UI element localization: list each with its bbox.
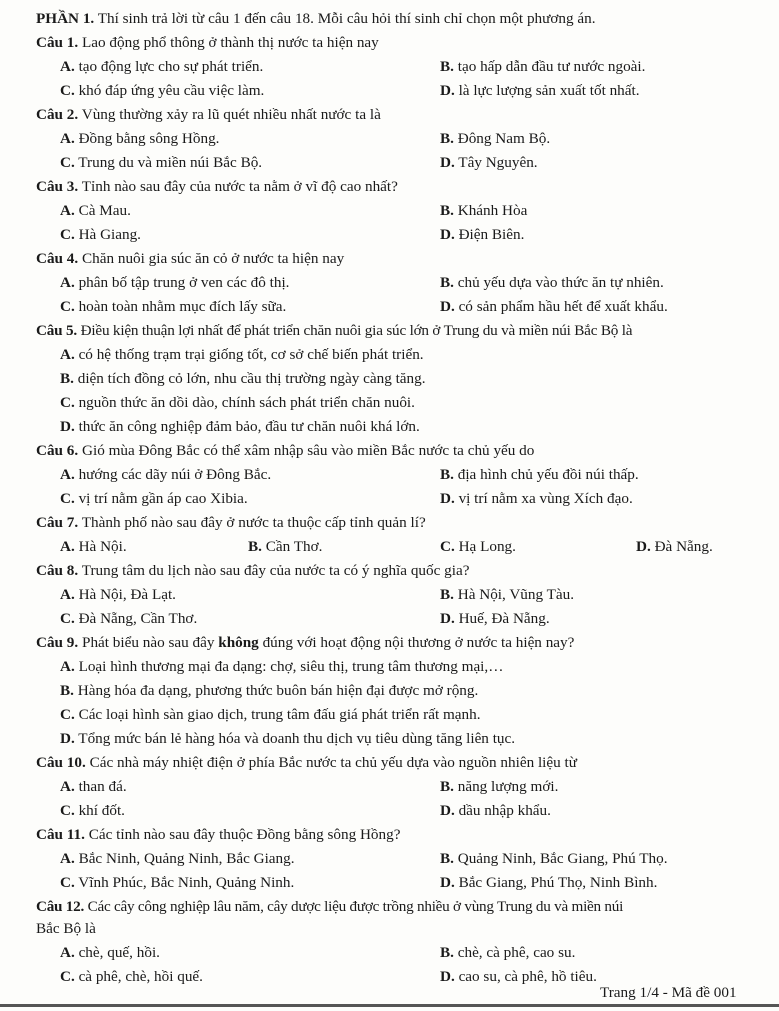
option-5b[interactable]: B. diện tích đồng cỏ lớn, nhu cầu thị trường ngày càng tăng.	[60, 370, 426, 387]
question-12-continued: Bắc Bộ là	[36, 920, 96, 937]
question-6: Câu 6. Gió mùa Đông Bắc có thể xâm nhập sâu vào miền Bắc nước ta chủ yếu do	[36, 442, 535, 459]
question-3: Câu 3. Tỉnh nào sau đây của nước ta nằm ở vĩ độ cao nhất?	[36, 178, 398, 195]
question-4: Câu 4. Chăn nuôi gia súc ăn cỏ ở nước ta hiện nay	[36, 250, 345, 267]
option-11c[interactable]: C. Vĩnh Phúc, Bắc Ninh, Quảng Ninh.	[60, 874, 295, 891]
option-2b[interactable]: B. Đông Nam Bộ.	[440, 130, 551, 147]
option-10d[interactable]: D. dầu nhập khẩu.	[440, 802, 551, 819]
option-12c[interactable]: C. cà phê, chè, hồi quế.	[60, 968, 203, 985]
option-11a[interactable]: A. Bắc Ninh, Quảng Ninh, Bắc Giang.	[60, 850, 295, 867]
option-10b[interactable]: B. năng lượng mới.	[440, 778, 559, 795]
option-1a[interactable]: A. tạo động lực cho sự phát triển.	[60, 58, 264, 75]
option-5d[interactable]: D. thức ăn công nghiệp đảm bảo, đầu tư chăn nuôi khá lớn.	[60, 418, 420, 435]
option-2d[interactable]: D. Tây Nguyên.	[440, 154, 538, 171]
question-9: Câu 9. Phát biểu nào sau đây không đúng với hoạt động nội thương ở nước ta hiện nay?	[36, 634, 575, 651]
option-1d[interactable]: D. là lực lượng sản xuất tốt nhất.	[440, 82, 640, 99]
option-12b[interactable]: B. chè, cà phê, cao su.	[440, 944, 576, 961]
option-4d[interactable]: D. có sản phẩm hầu hết để xuất khẩu.	[440, 298, 668, 315]
option-8c[interactable]: C. Đà Nẵng, Cần Thơ.	[60, 610, 198, 627]
option-7d[interactable]: D. Đà Nẵng.	[636, 538, 713, 555]
option-8d[interactable]: D. Huế, Đà Nẵng.	[440, 610, 550, 627]
option-9b[interactable]: B. Hàng hóa đa dạng, phương thức buôn bán hiện đại được mở rộng.	[60, 682, 479, 699]
bottom-rule	[0, 1004, 779, 1007]
option-3a[interactable]: A. Cà Mau.	[60, 202, 131, 219]
option-4a[interactable]: A. phân bố tập trung ở ven các đô thị.	[60, 274, 290, 291]
option-10c[interactable]: C. khí đốt.	[60, 802, 125, 819]
option-6b[interactable]: B. địa hình chủ yếu đồi núi thấp.	[440, 466, 639, 483]
emphasis-not: không	[218, 634, 259, 651]
question-12: Câu 12. Các cây công nghiệp lâu năm, cây dược liệu được trồng nhiều ở vùng Trung du và miền núi	[36, 898, 624, 915]
option-11b[interactable]: B. Quảng Ninh, Bắc Giang, Phú Thọ.	[440, 850, 668, 867]
option-5c[interactable]: C. nguồn thức ăn dồi dào, chính sách phát triển chăn nuôi.	[60, 394, 415, 411]
option-2c[interactable]: C. Trung du và miền núi Bắc Bộ.	[60, 154, 263, 171]
option-6d[interactable]: D. vị trí nằm xa vùng Xích đạo.	[440, 490, 633, 507]
option-6a[interactable]: A. hướng các dãy núi ở Đông Bắc.	[60, 466, 272, 483]
option-5a[interactable]: A. có hệ thống trạm trại giống tốt, cơ sở chế biến phát triển.	[60, 346, 424, 363]
option-11d[interactable]: D. Bắc Giang, Phú Thọ, Ninh Bình.	[440, 874, 658, 891]
option-8a[interactable]: A. Hà Nội, Đà Lạt.	[60, 586, 176, 603]
question-2: Câu 2. Vùng thường xảy ra lũ quét nhiều nhất nước ta là	[36, 106, 381, 123]
question-stem: Lao động phổ thông ở thành thị nước ta hiện nay	[82, 34, 379, 51]
option-6c[interactable]: C. vị trí nằm gần áp cao Xibia.	[60, 490, 248, 507]
option-9c[interactable]: C. Các loại hình sàn giao dịch, trung tâm đấu giá phát triển rất mạnh.	[60, 706, 481, 723]
option-9a[interactable]: A. Loại hình thương mại đa dạng: chợ, siêu thị, trung tâm thương mại,…	[60, 658, 504, 675]
option-4b[interactable]: B. chủ yếu dựa vào thức ăn tự nhiên.	[440, 274, 664, 291]
question-5: Câu 5. Điều kiện thuận lợi nhất để phát triển chăn nuôi gia súc lớn ở Trung du và miền núi Bắc Bộ là	[36, 322, 633, 339]
option-3d[interactable]: D. Điện Biên.	[440, 226, 525, 243]
option-9d[interactable]: D. Tổng mức bán lẻ hàng hóa và doanh thu dịch vụ tiêu dùng tăng liên tục.	[60, 730, 516, 747]
question-label: Câu 1.	[36, 34, 79, 51]
option-2a[interactable]: A. Đồng bằng sông Hồng.	[60, 130, 220, 147]
question-7: Câu 7. Thành phố nào sau đây ở nước ta thuộc cấp tỉnh quản lí?	[36, 514, 426, 531]
option-1c[interactable]: C. khó đáp ứng yêu cầu việc làm.	[60, 82, 265, 99]
question-11: Câu 11. Các tỉnh nào sau đây thuộc Đồng bằng sông Hồng?	[36, 826, 401, 843]
option-3c[interactable]: C. Hà Giang.	[60, 226, 141, 243]
page-footer: Trang 1/4 - Mã đề 001	[600, 984, 737, 1001]
option-8b[interactable]: B. Hà Nội, Vũng Tàu.	[440, 586, 575, 603]
question-10: Câu 10. Các nhà máy nhiệt điện ở phía Bắc nước ta chủ yếu dựa vào nguồn nhiên liệu từ	[36, 754, 577, 771]
option-3b[interactable]: B. Khánh Hòa	[440, 202, 528, 219]
question-1	[36, 32, 379, 54]
section-instructions: Thí sinh trả lời từ câu 1 đến câu 18. Mỗi câu hỏi thí sinh chỉ chọn một phương án.	[97, 10, 596, 27]
question-8: Câu 8. Trung tâm du lịch nào sau đây của nước ta có ý nghĩa quốc gia?	[36, 562, 470, 579]
option-7c[interactable]: C. Hạ Long.	[440, 538, 516, 555]
option-10a[interactable]: A. than đá.	[60, 778, 127, 795]
section-header	[36, 8, 596, 30]
option-1b[interactable]: B. tạo hấp dẫn đầu tư nước ngoài.	[440, 58, 646, 75]
section-label: PHẦN 1.	[36, 10, 95, 27]
option-7b[interactable]: B. Cần Thơ.	[248, 538, 323, 555]
option-4c[interactable]: C. hoàn toàn nhằm mục đích lấy sữa.	[60, 298, 287, 315]
option-7a[interactable]: A. Hà Nội.	[60, 538, 127, 555]
option-12d[interactable]: D. cao su, cà phê, hồ tiêu.	[440, 968, 597, 985]
option-12a[interactable]: A. chè, quế, hồi.	[60, 944, 160, 961]
